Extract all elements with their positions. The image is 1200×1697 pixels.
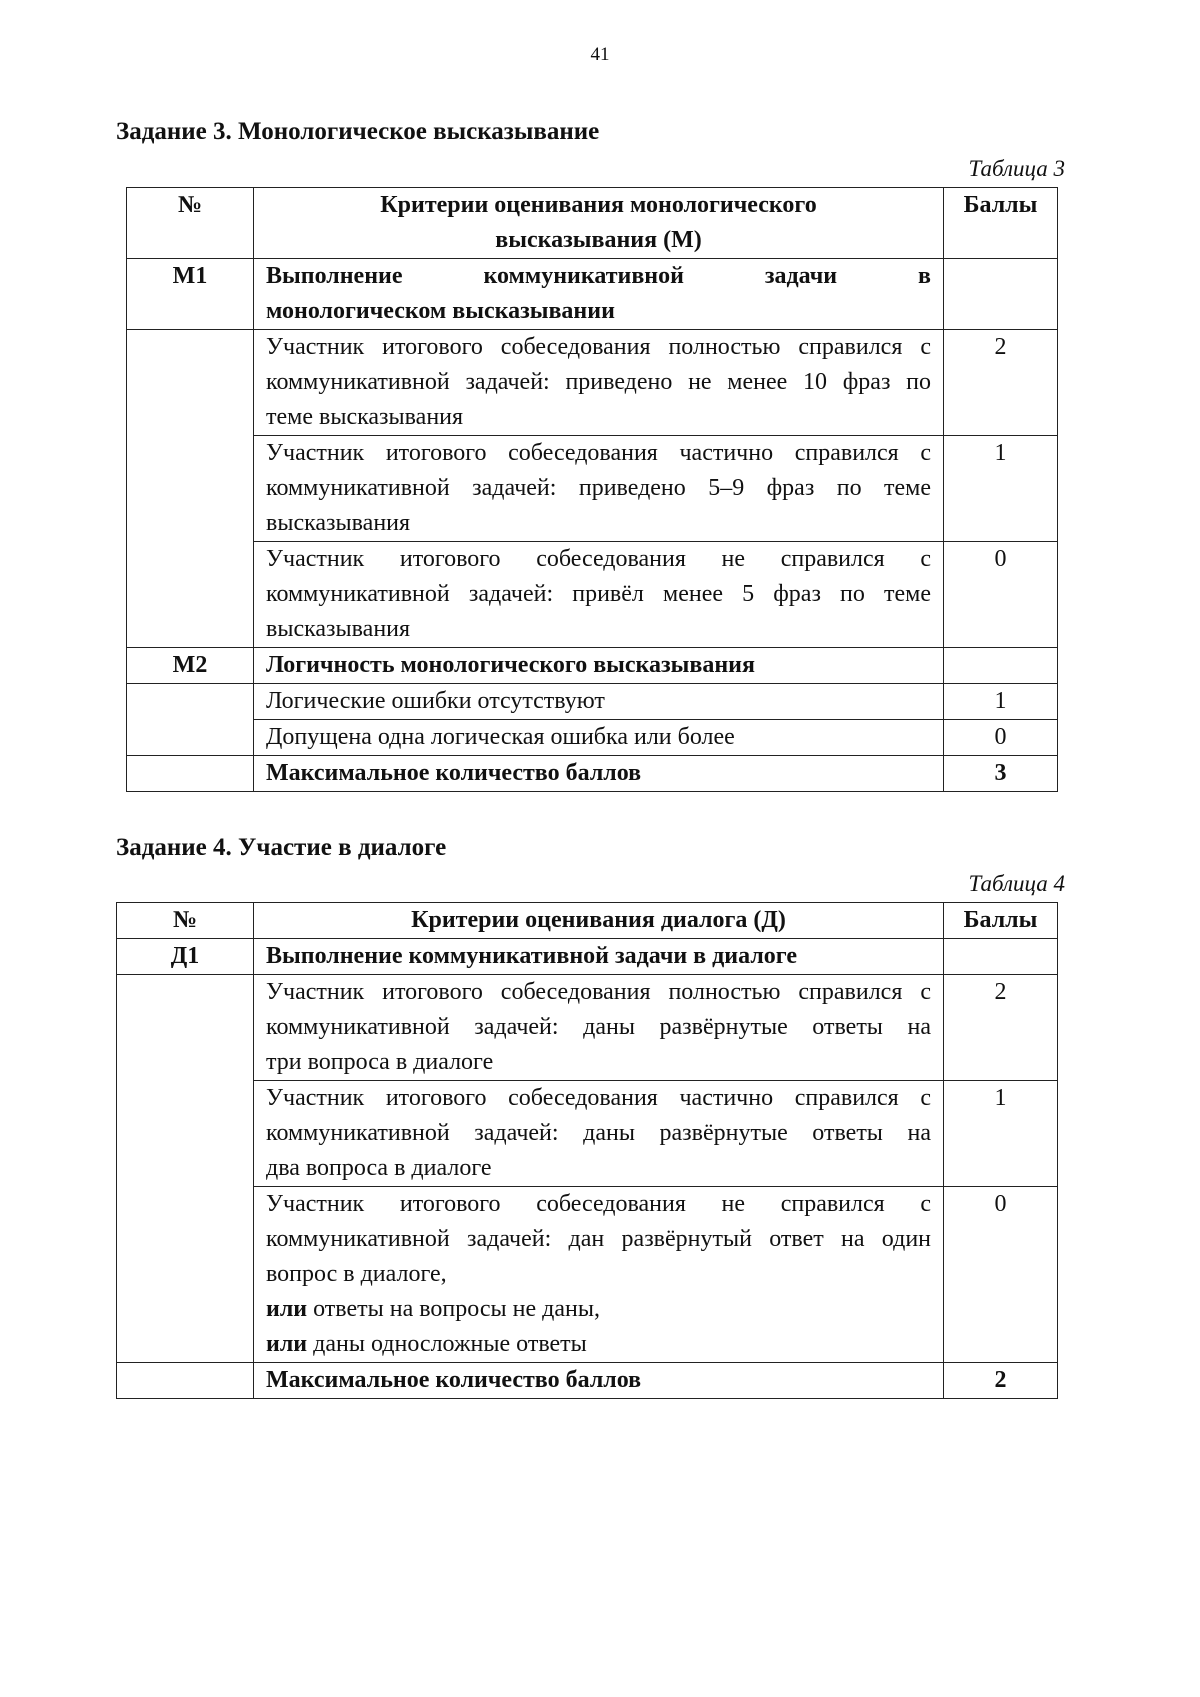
table4-d1-criterion-row: [117, 1081, 1058, 1187]
d1-criterion-1-line2: коммуникативной задачей: даны развёрнутые ответы на: [266, 1120, 931, 1146]
table4-header-criteria: Критерии оценивания диалога (Д): [254, 903, 944, 939]
table4-header-score: Баллы: [944, 903, 1058, 939]
m2-score-empty: [944, 648, 1058, 684]
d1-criterion-2-score: 2: [944, 975, 1058, 1081]
d1-criterion-1-line1: Участник итогового собеседования частично справился с: [266, 1085, 931, 1111]
m1-criterion-2-line3: теме высказывания: [266, 404, 464, 430]
or-text: ответы на вопросы не даны,: [307, 1296, 600, 1322]
table3-m1-criterion-row: [127, 542, 1058, 648]
table3-header-num: №: [127, 188, 254, 259]
table3-m2-row: [127, 648, 1058, 684]
m2-criterion-1: Логические ошибки отсутствуют: [254, 684, 944, 720]
table4-max-label: Максимальное количество баллов: [254, 1363, 944, 1399]
table3: [126, 187, 1058, 792]
m1-criterion-0-score: 0: [944, 542, 1058, 648]
d1-title: Выполнение коммуникативной задачи в диалоге: [254, 939, 944, 975]
d1-criterion-0-line5: [266, 1327, 931, 1362]
m2-criterion-1-score: 1: [944, 684, 1058, 720]
table3-max-num-empty: [127, 756, 254, 792]
d1-criterion-2-line1: Участник итогового собеседования полностью справился с: [266, 979, 931, 1005]
m2-title: Логичность монологического высказывания: [254, 648, 944, 684]
m1-title: [254, 259, 944, 330]
table4-d1-criterion-row: [117, 1187, 1058, 1363]
table3-max-score: 3: [944, 756, 1058, 792]
table3-max-row: [127, 756, 1058, 792]
m1-criterion-2-line2: коммуникативной задачей: приведено не менее 10 фраз по: [266, 369, 931, 395]
table4-header-row: [117, 903, 1058, 939]
d1-criterion-0: [254, 1187, 944, 1363]
table3-caption: Таблица 3: [968, 156, 1065, 181]
table3-m1-criterion-row: [127, 436, 1058, 542]
m2-criterion-0: Допущена одна логическая ошибка или более: [254, 720, 944, 756]
m1-criterion-1-line1: Участник итогового собеседования частично справился с: [266, 440, 931, 466]
table3-header-row: [127, 188, 1058, 259]
d1-criterion-1-line3: два вопроса в диалоге: [266, 1155, 492, 1181]
d1-criterion-0-line4: [266, 1292, 931, 1327]
table3-header-criteria-line1: Критерии оценивания монологического: [380, 192, 817, 218]
m1-criterion-1-score: 1: [944, 436, 1058, 542]
m1-criterion-0-line1: Участник итогового собеседования не справился с: [266, 546, 931, 572]
m1-criterion-2-score: 2: [944, 330, 1058, 436]
or-keyword: или: [266, 1296, 308, 1322]
d1-criterion-0-line1: Участник итогового собеседования не справился с: [266, 1191, 931, 1217]
table3-max-label: Максимальное количество баллов: [254, 756, 944, 792]
d1-criterion-0-line3: вопрос в диалоге,: [266, 1261, 447, 1287]
m1-criterion-2-line1: Участник итогового собеседования полностью справился с: [266, 334, 931, 360]
task3-title: Задание 3. Монологическое высказывание: [116, 118, 600, 145]
m1-title-line2: монологическом высказывании: [266, 298, 615, 324]
task4-title: Задание 4. Участие в диалоге: [116, 834, 447, 861]
table3-m1-row: [127, 259, 1058, 330]
d1-criterion-1-score: 1: [944, 1081, 1058, 1187]
d1-criterion-1: [254, 1081, 944, 1187]
d1-code: Д1: [117, 939, 254, 975]
table4-d1-row: [117, 939, 1058, 975]
d1-criterion-2-line2: коммуникативной задачей: даны развёрнутые ответы на: [266, 1014, 931, 1040]
d1-criterion-0-line2: коммуникативной задачей: дан развёрнутый ответ на один: [266, 1226, 931, 1252]
m1-criterion-0: [254, 542, 944, 648]
m1-title-line1: Выполнение коммуникативной задачи в: [266, 263, 931, 289]
m1-criterion-1-line2: коммуникативной задачей: приведено 5–9 фраз по теме: [266, 475, 931, 501]
table3-header-criteria-line2: высказывания (М): [495, 227, 702, 253]
table4-max-row: [117, 1363, 1058, 1399]
m1-criterion-2: [254, 330, 944, 436]
m1-criterion-1-line3: высказывания: [266, 510, 411, 536]
m1-code: М1: [127, 259, 254, 330]
or-text: даны односложные ответы: [307, 1331, 587, 1357]
m1-criterion-0-line2: коммуникативной задачей: привёл менее 5 фраз по теме: [266, 581, 931, 607]
m1-score-empty: [944, 259, 1058, 330]
table3-header-criteria: [254, 188, 944, 259]
table4-max-num-empty: [117, 1363, 254, 1399]
m2-code: М2: [127, 648, 254, 684]
m2-criterion-0-score: 0: [944, 720, 1058, 756]
table3-m2-criterion-row: [127, 684, 1058, 720]
table4-max-score: 2: [944, 1363, 1058, 1399]
table4-header-num: №: [117, 903, 254, 939]
d1-criterion-2: [254, 975, 944, 1081]
m2-criteria-num-empty: [127, 684, 254, 756]
table4: [116, 902, 1058, 1399]
or-keyword: или: [266, 1331, 308, 1357]
d1-criteria-num-empty: [117, 975, 254, 1363]
page-number: 41: [590, 44, 610, 65]
m1-criterion-0-line3: высказывания: [266, 616, 411, 642]
table3-m1-criterion-row: [127, 330, 1058, 436]
d1-criterion-0-score: 0: [944, 1187, 1058, 1363]
d1-criterion-2-line3: три вопроса в диалоге: [266, 1049, 494, 1075]
table4-caption: Таблица 4: [968, 871, 1065, 896]
table3-m2-criterion-row: [127, 720, 1058, 756]
d1-score-empty: [944, 939, 1058, 975]
table4-d1-criterion-row: [117, 975, 1058, 1081]
m1-criterion-1: [254, 436, 944, 542]
m1-criteria-num-empty: [127, 330, 254, 648]
table3-header-score: Баллы: [944, 188, 1058, 259]
